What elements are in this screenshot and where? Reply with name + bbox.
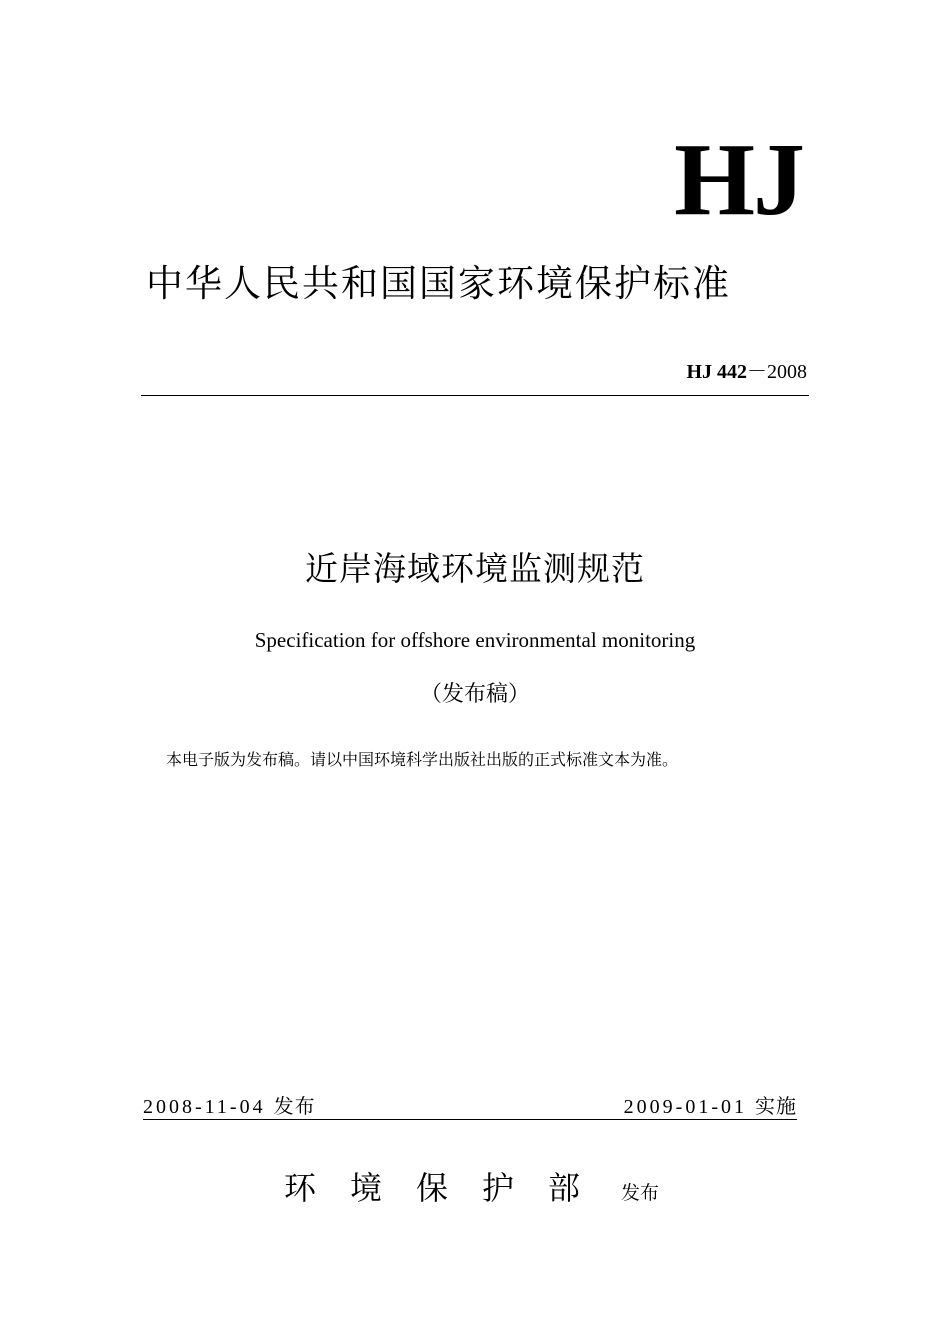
publisher-name: 环境保护部 [284,1169,615,1207]
standard-code-number: 442 [717,361,747,383]
header-divider [141,395,809,396]
effective-date: 2009-01-01 [623,1096,747,1118]
standard-logo: HJ [674,122,803,237]
document-title-chinese: 近岸海域环境监测规范 [305,549,645,588]
standard-code-prefix: HJ [686,361,712,383]
effective-date-group [624,1093,797,1120]
issue-date: 2008-11-04 [143,1096,266,1118]
publish-label: 发布 [621,1182,660,1204]
standard-code-year: －2008 [747,361,807,383]
date-line [143,1093,797,1120]
draft-label: （发布稿） [419,682,530,707]
effective-label: 实施 [755,1094,797,1118]
standard-type-heading: 中华人民共和国国家环境保护标准 [146,262,731,305]
standard-number [686,359,807,385]
document-title-english: Specification for offshore environmental monitoring [254,628,696,652]
issue-date-group [143,1093,316,1120]
edition-notice: 本电子版为发布稿。请以中国环境科学出版社出版的正式标准文本为准。 [166,750,679,769]
issue-label: 发布 [273,1094,316,1118]
